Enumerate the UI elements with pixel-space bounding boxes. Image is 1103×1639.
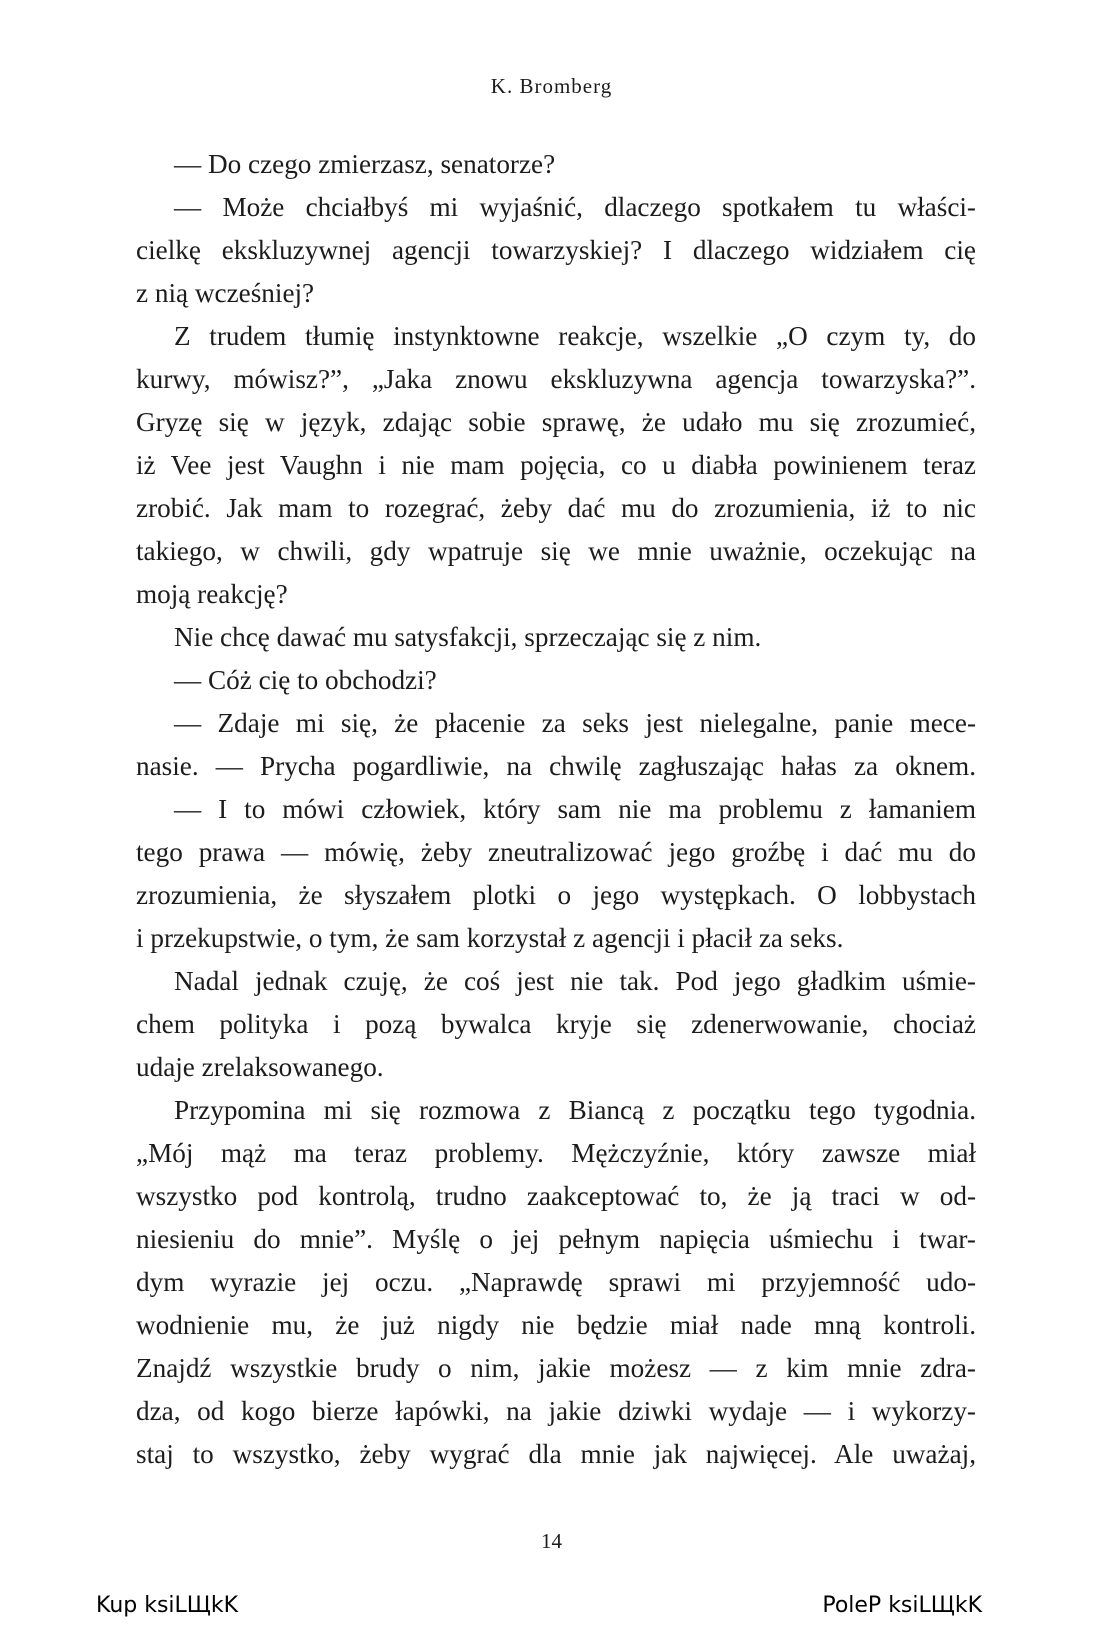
text-line: moją reakcję? [136, 579, 288, 609]
running-head [0, 74, 1103, 99]
text-line: chem polityka i pozą bywalca kryje się zdenerwowanie, chociaż [136, 1009, 976, 1039]
text-line: iż Vee jest Vaughn i nie mam pojęcia, co u diabła powinienem teraz [136, 450, 976, 480]
recommend-book-link[interactable]: PoleP ksiLЩkK [822, 1593, 982, 1618]
text-line: wodnienie mu, że już nigdy nie będzie miał nade mną kontroli. [136, 1310, 976, 1340]
text-line: i przekupstwie, o tym, że sam korzystał z agencji i płacił za seks. [136, 923, 844, 953]
text-line: z nią wcześniej? [136, 278, 315, 308]
text-line: Gryzę się w język, zdając sobie sprawę, że udało mu się zrozumieć, [136, 407, 976, 437]
text-line: Nie chcę dawać mu satysfakcji, sprzeczając się z nim. [174, 622, 762, 652]
text-line: Znajdź wszystkie brudy o nim, jakie możesz — z kim mnie zdra- [136, 1353, 976, 1383]
author-name: K. Bromberg [490, 74, 613, 98]
text-line: Przypomina mi się rozmowa z Biancą z początku tego tygodnia. [174, 1095, 976, 1125]
body-text [136, 143, 976, 1476]
text-line: — Cóż cię to obchodzi? [174, 665, 437, 695]
text-line: — Do czego zmierzasz, senatorze? [174, 149, 556, 179]
text-line: staj to wszystko, żeby wygrać dla mnie jak najwięcej. Ale uważaj, [136, 1439, 976, 1469]
text-line: wszystko pod kontrolą, trudno zaakceptować to, że ją traci w od- [136, 1181, 976, 1211]
text-line: nasie. — Prycha pogardliwie, na chwilę zagłuszając hałas za oknem. [136, 751, 976, 781]
text-line: takiego, w chwili, gdy wpatruje się we mnie uważnie, oczekując na [136, 536, 976, 566]
text-line: niesieniu do mnie”. Myślę o jej pełnym napięcia uśmiechu i twar- [136, 1224, 976, 1254]
text-line: kurwy, mówisz?”, „Jaka znowu ekskluzywna agencja towarzyska?”. [136, 364, 976, 394]
text-line: cielkę ekskluzywnej agencji towarzyskiej? I dlaczego widziałem cię [136, 235, 976, 265]
text-line: „Mój mąż ma teraz problemy. Mężczyźnie, który zawsze miał [136, 1138, 976, 1168]
text-line: dza, od kogo bierze łapówki, na jakie dziwki wydaje — i wykorzy- [136, 1396, 976, 1426]
text-line: — I to mówi człowiek, który sam nie ma problemu z łamaniem [174, 794, 976, 824]
page-number: 14 [541, 1529, 562, 1553]
text-line: udaje zrelaksowanego. [136, 1052, 384, 1082]
text-line: tego prawa — mówię, żeby zneutralizować jego groźbę i dać mu do [136, 837, 976, 867]
text-line: zrozumienia, że słyszałem plotki o jego występkach. O lobbystach [136, 880, 976, 910]
text-line: — Może chciałbyś mi wyjaśnić, dlaczego spotkałem tu właści- [174, 192, 976, 222]
text-line: Z trudem tłumię instynktowne reakcje, wszelkie „O czym ty, do [174, 321, 976, 351]
text-line: — Zdaje mi się, że płacenie za seks jest nielegalne, panie mece- [174, 708, 976, 738]
buy-book-link[interactable]: Kup ksiLЩkK [96, 1593, 239, 1618]
text-line: Nadal jednak czuję, że coś jest nie tak. Pod jego gładkim uśmie- [174, 966, 976, 996]
text-line: zrobić. Jak mam to rozegrać, żeby dać mu do zrozumienia, iż to nic [136, 493, 976, 523]
text-line: dym wyrazie jej oczu. „Naprawdę sprawi mi przyjemność udo- [136, 1267, 976, 1297]
